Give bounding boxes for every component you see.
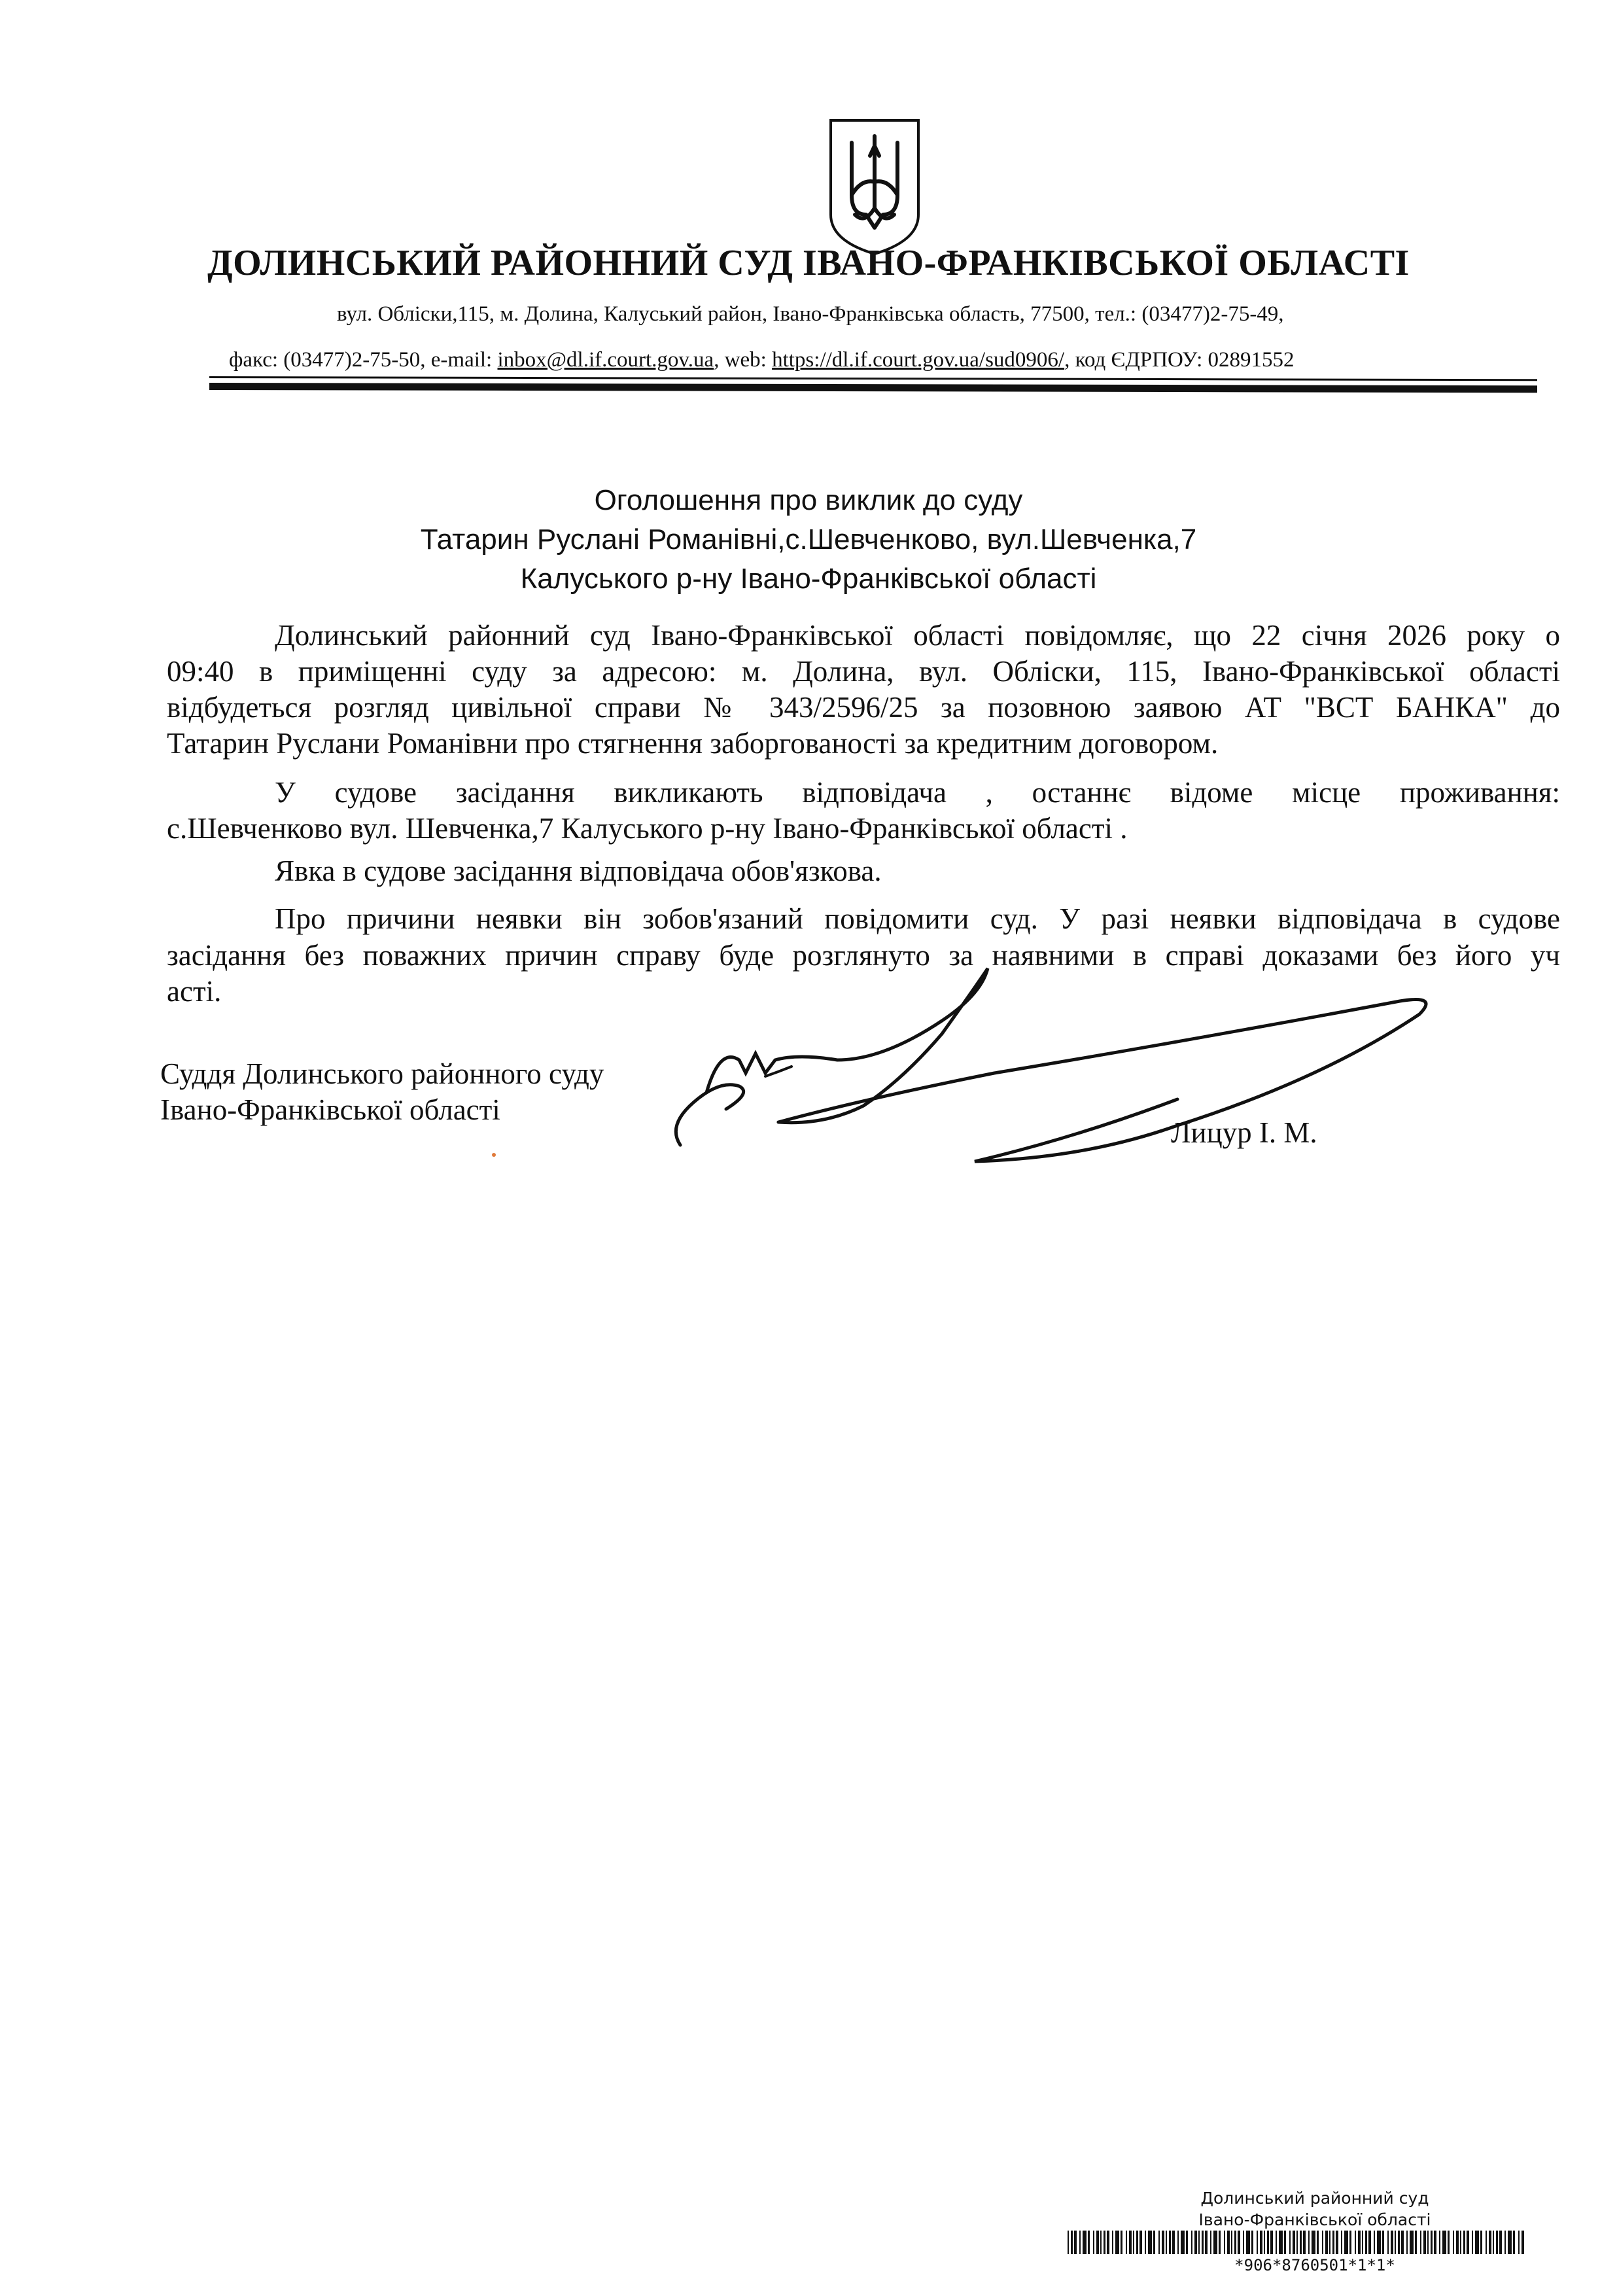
barcode-bar	[1499, 2231, 1502, 2254]
barcode-bar	[1332, 2231, 1334, 2254]
barcode-bar	[1083, 2231, 1087, 2254]
barcode-bar	[1456, 2231, 1459, 2254]
barcode-bar	[1415, 2231, 1417, 2254]
barcode-bar	[1104, 2231, 1105, 2254]
barcode-bar	[1289, 2231, 1291, 2254]
stamp-court-name: Долинський районний суд	[1200, 2189, 1429, 2208]
barcode-bar	[1068, 2231, 1069, 2254]
barcode-bar	[1284, 2231, 1286, 2254]
barcode-bar	[1136, 2231, 1138, 2254]
court-contacts	[229, 348, 1295, 372]
body-line-5: У судове засідання викликають відповідача , останнє відоме місце проживання:	[275, 776, 1560, 809]
barcode-bar	[1300, 2231, 1302, 2254]
notice-title: Оголошення про виклик до суду	[594, 484, 1023, 516]
barcode-bar	[1276, 2231, 1277, 2254]
website-link[interactable]: https://dl.if.court.gov.ua/sud0906/	[772, 348, 1065, 372]
barcode-bar	[1420, 2231, 1421, 2254]
barcode-bar	[1374, 2231, 1375, 2254]
barcode-bar	[1096, 2231, 1099, 2254]
barcode-bar	[1406, 2231, 1408, 2254]
barcode-bar	[1153, 2231, 1155, 2254]
barcode-bar	[1368, 2231, 1371, 2254]
barcode-bar	[1202, 2231, 1204, 2254]
barcode-bar	[1279, 2231, 1283, 2254]
edrpou-code: , код ЄДРПОУ: 02891552	[1064, 348, 1295, 372]
barcode-bar	[1377, 2231, 1381, 2254]
barcode-bar	[1071, 2231, 1073, 2254]
ink-dot	[492, 1153, 496, 1157]
barcode-bar	[1129, 2231, 1132, 2254]
barcode-bar	[1475, 2231, 1479, 2254]
barcode-bar	[1303, 2231, 1306, 2254]
barcode-bar	[1186, 2231, 1188, 2254]
body-line-1: Долинський районний суд Івано-Франківської області повідомляє, що 22 січня 2026 року о	[275, 619, 1560, 652]
barcode-bar	[1238, 2231, 1240, 2254]
barcode-bar	[1126, 2231, 1127, 2254]
barcode-bar	[1442, 2231, 1446, 2254]
barcode-bar	[1431, 2231, 1433, 2254]
barcode-bar	[1293, 2231, 1295, 2254]
barcode-bar	[1382, 2231, 1384, 2254]
barcode-bar	[1467, 2231, 1469, 2254]
barcode-bar	[1395, 2231, 1396, 2254]
barcode-bar	[1251, 2231, 1253, 2254]
barcode-bar	[1325, 2231, 1328, 2254]
barcode-bar	[1260, 2231, 1262, 2254]
barcode-bar	[1322, 2231, 1323, 2254]
body-line-8: Про причини неявки він зобов'язаний повідомити суд. У разі неявки відповідача в судове	[275, 902, 1560, 935]
barcode-bar	[1410, 2231, 1414, 2254]
barcode-bar	[1341, 2231, 1342, 2254]
fax-text: факс: (03477)2-75-50, e-mail:	[229, 348, 498, 372]
barcode-bar	[1308, 2231, 1310, 2254]
barcode-bar	[1489, 2231, 1491, 2254]
barcode-bar	[1362, 2231, 1363, 2254]
barcode-bar	[1264, 2231, 1265, 2254]
barcode-bar	[1088, 2231, 1090, 2254]
barcode-bar	[1398, 2231, 1400, 2254]
barcode-bar	[1234, 2231, 1236, 2254]
judge-title-line-1: Суддя Долинського районного суду	[160, 1057, 604, 1090]
barcode-bar	[1521, 2231, 1524, 2254]
barcode-bar	[1349, 2231, 1351, 2254]
barcode-bar	[1145, 2231, 1146, 2254]
barcode-bar	[1169, 2231, 1171, 2254]
barcode-bar	[1270, 2231, 1273, 2254]
body-line-4: Татарин Руслани Романівни про стягнення заборгованості за кредитним договором.	[167, 727, 1219, 760]
barcode-bar	[1191, 2231, 1192, 2254]
barcode-bar	[1493, 2231, 1494, 2254]
barcode-bar	[1162, 2231, 1164, 2254]
barcode-bar	[1513, 2231, 1515, 2254]
barcode-bar	[1177, 2231, 1179, 2254]
barcode-bar	[1486, 2231, 1487, 2254]
barcode-bar	[1224, 2231, 1225, 2254]
barcode-bar	[1453, 2231, 1454, 2254]
coat-of-arms-emblem	[826, 116, 924, 257]
barcode-bar	[1158, 2231, 1160, 2254]
barcode-bar	[1365, 2231, 1367, 2254]
barcode-bar	[1198, 2231, 1200, 2254]
body-line-2: 09:40 в приміщенні суду за адресою: м. Долина, вул. Обліски, 115, Івано-Франківської області	[167, 655, 1560, 688]
judge-title-line-2: Івано-Франківської області	[160, 1093, 500, 1126]
barcode-bar	[1317, 2231, 1319, 2254]
barcode-bar	[1336, 2231, 1338, 2254]
barcode-bar	[1093, 2231, 1094, 2254]
body-line-10: асті.	[167, 975, 222, 1008]
barcode-bar	[1181, 2231, 1185, 2254]
barcode-bar	[1427, 2231, 1429, 2254]
barcode-bar	[1387, 2231, 1389, 2254]
barcode-bar	[1210, 2231, 1211, 2254]
barcode-bar	[1107, 2231, 1109, 2254]
barcode-bar	[1358, 2231, 1361, 2254]
barcode-bar	[1463, 2231, 1465, 2254]
barcode-bar	[1115, 2231, 1119, 2254]
notice-recipient: Татарин Руслані Романівні,с.Шевченково, вул.Шевченка,7	[420, 523, 1197, 556]
body-line-6: с.Шевченково вул. Шевченка,7 Калуського р-ну Івано-Франківської області .	[167, 812, 1128, 845]
email-link[interactable]: inbox@dl.if.court.gov.ua	[497, 348, 714, 372]
barcode-bar	[1344, 2231, 1348, 2254]
barcode-bar	[1508, 2231, 1512, 2254]
judge-name: Лицур І. М.	[1171, 1116, 1317, 1149]
barcode-bar	[1355, 2231, 1356, 2254]
barcode-bar	[1194, 2231, 1197, 2254]
barcode-bar	[1312, 2231, 1315, 2254]
barcode-bar	[1296, 2231, 1298, 2254]
document-barcode	[1068, 2231, 1525, 2254]
barcode-bar	[1472, 2231, 1473, 2254]
barcode-bar	[1133, 2231, 1134, 2254]
barcode-number: *906*8760501*1*1*	[1234, 2256, 1395, 2274]
body-line-3: відбудеться розгляд цивільної справи № 343/2596/25 за позовною заявою АТ "ВСТ БАНКА" до	[167, 691, 1560, 724]
barcode-bar	[1401, 2231, 1404, 2254]
barcode-bar	[1460, 2231, 1461, 2254]
barcode-bar	[1227, 2231, 1230, 2254]
barcode-bar	[1434, 2231, 1436, 2254]
barcode-bar	[1267, 2231, 1269, 2254]
barcode-bar	[1166, 2231, 1167, 2254]
body-line-9: засідання без поважних причин справу буде розглянуто за наявними в справі доказами без його уч	[167, 939, 1560, 972]
barcode-bar	[1139, 2231, 1142, 2254]
barcode-bar	[1243, 2231, 1244, 2254]
barcode-bar	[1504, 2231, 1506, 2254]
barcode-bar	[1079, 2231, 1081, 2254]
barcode-bar	[1423, 2231, 1426, 2254]
barcode-bar	[1391, 2231, 1393, 2254]
header-divider-thin	[209, 376, 1537, 381]
barcode-bar	[1172, 2231, 1175, 2254]
handwritten-signature	[667, 962, 1472, 1165]
barcode-bar	[1246, 2231, 1250, 2254]
barcode-bar	[1496, 2231, 1498, 2254]
barcode-bar	[1219, 2231, 1221, 2254]
barcode-bar	[1121, 2231, 1122, 2254]
barcode-bar	[1439, 2231, 1440, 2254]
stamp-region: Івано-Франківської області	[1198, 2210, 1431, 2229]
barcode-bar	[1480, 2231, 1482, 2254]
court-title: ДОЛИНСЬКИЙ РАЙОННИЙ СУД ІВАНО-ФРАНКІВСЬКОЇ ОБЛАСТІ	[207, 243, 1410, 283]
barcode-bar	[1257, 2231, 1258, 2254]
header-divider-thick	[209, 383, 1537, 393]
barcode-bar	[1205, 2231, 1208, 2254]
barcode-bar	[1213, 2231, 1217, 2254]
barcode-bar	[1074, 2231, 1077, 2254]
barcode-bar	[1148, 2231, 1152, 2254]
court-address: вул. Обліски,115, м. Долина, Калуський район, Івано-Франківська область, 77500, тел.: (03477)2-75-49,	[337, 302, 1284, 326]
barcode-bar	[1448, 2231, 1450, 2254]
barcode-bar	[1518, 2231, 1520, 2254]
barcode-bar	[1231, 2231, 1232, 2254]
barcode-bar	[1100, 2231, 1102, 2254]
notice-district: Калуського р-ну Івано-Франківської області	[520, 563, 1097, 595]
web-prefix: , web:	[714, 348, 773, 372]
barcode-bar	[1112, 2231, 1113, 2254]
body-line-7: Явка в судове засідання відповідача обов'язкова.	[275, 855, 882, 887]
barcode-bar	[1329, 2231, 1330, 2254]
